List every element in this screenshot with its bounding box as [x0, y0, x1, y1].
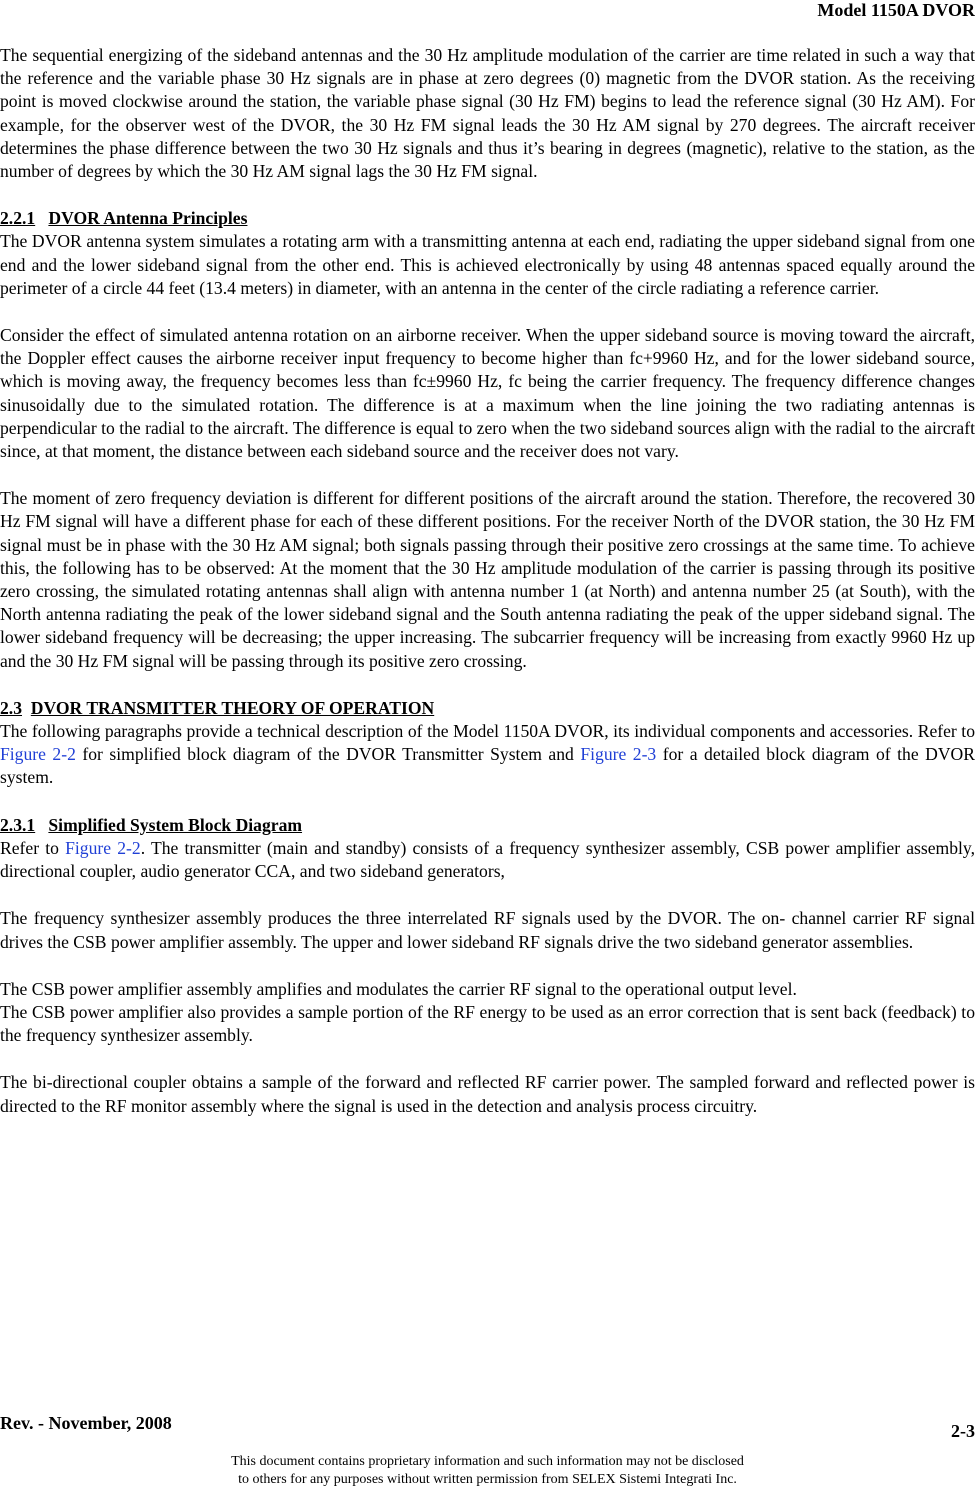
paragraph-transmitter-overview: The following paragraphs provide a technical description of the Model 1150A DVOR, its individual components and accessories. Refer to Figure 2-2 for simplified block diagram of the DVOR Transmitter System and Figure 2-3 for a detailed block diagram of the DVOR system. [0, 721, 975, 788]
footer-proprietary-notice [0, 1453, 975, 1489]
page-body [0, 44, 975, 1118]
paragraph-csb-amplifier-feedback: The CSB power amplifier also provides a sample portion of the RF energy to be used as an error correction that is sent back (feedback) to the frequency synthesizer assembly. [0, 1001, 975, 1046]
section-title: Simplified System Block Diagram [48, 814, 303, 835]
section-heading-2-2-1 [0, 207, 975, 230]
paragraph-bidirectional-coupler: The bi-directional coupler obtains a sample of the forward and reflected RF carrier power. The sampled forward and reflected power is directed to the RF monitor assembly where the signal is used in the detection and analysis process circuitry. [0, 1072, 975, 1116]
section-number: 2.3.1 [0, 814, 36, 835]
section-number: 2.2.1 [0, 208, 36, 229]
paragraph-frequency-synthesizer: The frequency synthesizer assembly produces the three interrelated RF signals used by the DVOR. The on- channel carrier RF signal drives the CSB power amplifier assembly. The upper and lower sideband RF signals drive the two sideband generator assemblies. [0, 908, 975, 952]
figure-2-3-link[interactable]: Figure 2-3 [580, 744, 657, 765]
section-heading-2-3 [0, 697, 975, 720]
section-title: DVOR Antenna Principles [48, 208, 248, 229]
paragraph-csb-amplifier-line1: The CSB power amplifier assembly amplifies and modulates the carrier RF signal to the operational output level. [0, 978, 797, 999]
paragraph-zero-deviation: The moment of zero frequency deviation is different for different positions of the aircraft around the station. Therefore, the recovered 30 Hz FM signal will have a different phase for each of these different positions. For the receiver North of the DVOR station, the 30 Hz FM signal must be in phase with the 30 Hz AM signal; both signals passing through their positive zero crossings at the same time. To achieve this, the following has to be observed: At the moment that the 30 Hz amplitude modulation of the carrier is passing through its positive zero crossing, the simulated rotating antennas shall align with antenna number 1 (at North) and antenna number 25 (at South), with the North antenna radiating the peak of the lower sideband signal and the South antenna radiating the peak of the upper sideband signal. The lower sideband frequency will be decreasing; the upper increasing. The subcarrier frequency will be increasing from exactly 9960 Hz up and the 30 Hz FM signal will be passing through its positive zero crossing. [0, 488, 975, 671]
paragraph-phase-relationship: The sequential energizing of the sideband antennas and the 30 Hz amplitude modulation of the carrier are time related in such a way that the reference and the variable phase 30 Hz signals are in phase at zero degrees (0) magnetic from the DVOR station. As the receiving point is moved clockwise around the station, the variable phase signal (30 Hz FM) begins to lead the reference signal (30 Hz AM). For example, for the observer west of the DVOR, the 30 Hz FM signal leads the 30 Hz AM signal by 270 degrees. The aircraft receiver determines the phase difference between the two 30 Hz signals and thus it’s bearing in degrees (magnetic), relative to the station, as the number of degrees by which the 30 Hz AM signal lags the 30 Hz FM signal. [0, 45, 975, 182]
section-number: 2.3 [0, 697, 22, 718]
page-header-title: Model 1150A DVOR [817, 0, 975, 20]
paragraph-doppler-effect: Consider the effect of simulated antenna rotation on an airborne receiver. When the upper sideband source is moving toward the aircraft, the Doppler effect causes the airborne receiver input frequency to become higher than fc+9960 Hz, and for the lower sideband source, which is moving away, the frequency becomes less than fc±9960 Hz, fc being the carrier frequency. The frequency difference changes sinusoidally due to the simulated rotation. The difference is at a maximum when the line joining the two radiating antennas is perpendicular to the radial to the aircraft. The difference is equal to zero when the two sideband sources align with the radial to the aircraft since, at that moment, the distance between each sideband source and the receiver does not vary. [0, 325, 975, 462]
section-heading-2-3-1 [0, 814, 975, 837]
paragraph-antenna-system: The DVOR antenna system simulates a rotating arm with a transmitting antenna at each end, radiating the upper sideband signal from one end and the lower sideband signal from the other end. This is achieved electronically by using 48 antennas spaced equally around the perimeter of a circle 44 feet (13.4 meters) in diameter, with an antenna in the center of the circle radiating a reference carrier. [0, 231, 975, 298]
section-title: DVOR TRANSMITTER THEORY OF OPERATION [30, 697, 435, 718]
notice-line: to others for any purposes without written permission from SELEX Sistemi Integrati Inc. [238, 1472, 737, 1487]
paragraph-transmitter-components: Refer to Figure 2-2. The transmitter (main and standby) consists of a frequency synthesizer assembly, CSB power amplifier assembly, directional coupler, audio generator CCA, and two sideband generators, [0, 837, 975, 882]
footer-page-number: 2-3 [951, 1421, 975, 1441]
footer-revision: Rev. - November, 2008 [0, 1413, 172, 1433]
figure-2-2-link[interactable]: Figure 2-2 [0, 744, 76, 765]
figure-2-2-link[interactable]: Figure 2-2 [65, 837, 141, 858]
notice-line: This document contains proprietary information and such information may not be disclosed [231, 1454, 744, 1469]
